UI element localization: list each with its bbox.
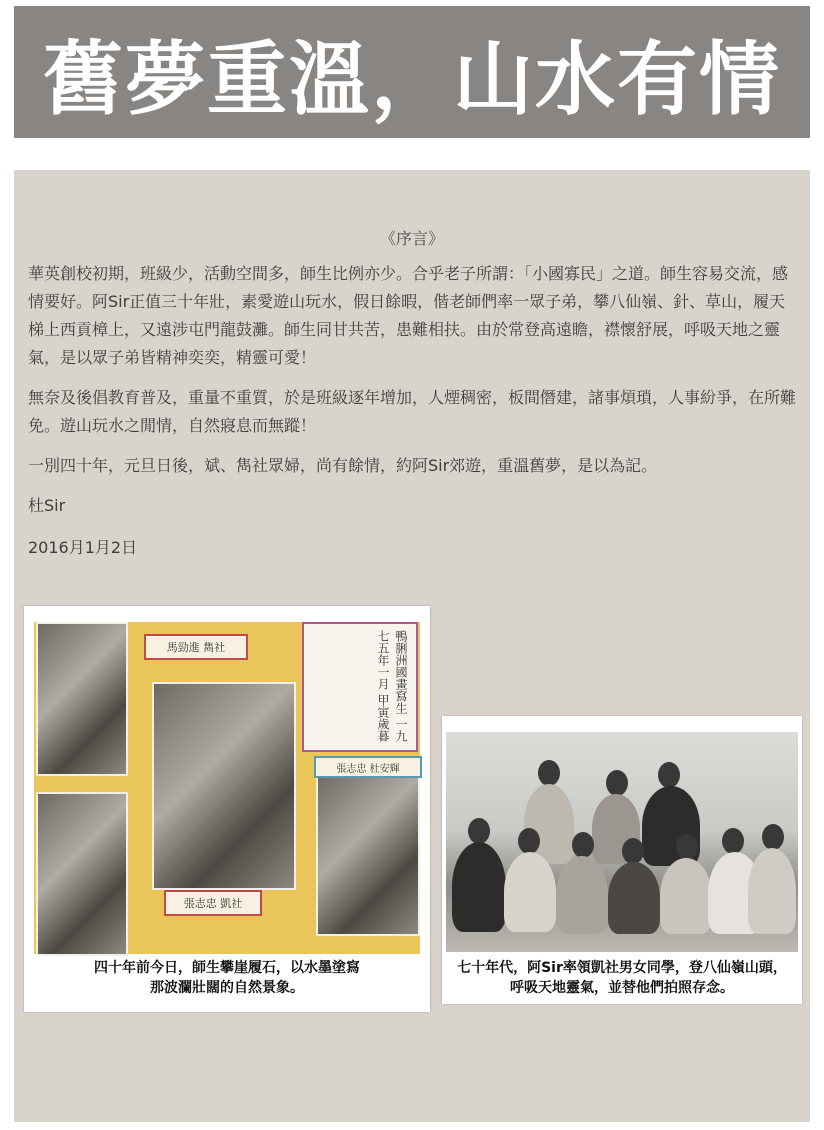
collage-photo-card	[24, 606, 430, 1012]
photo-seaside-rocks	[36, 792, 128, 956]
group-photo-card	[442, 716, 802, 1004]
signature: 杜Sir	[28, 496, 66, 515]
photo-painter-on-rocks	[36, 622, 128, 776]
person-head	[622, 838, 644, 864]
preface-paragraph: 華英創校初期，班級少，活動空間多，師生比例亦少。合乎老子所謂：「小國寡民」之道。師生容易交流，感情要好。阿Sir正值三十年壯，素愛遊山玩水，假日餘暇，偕老師們率一眾子弟，攀八仙嶺、針、草山，履天梯上西貢樟上，又遠涉屯門龍鼓灘。師生同甘共苦，患難相扶。由於常登高遠瞻，襟懷舒展，呼吸天地之靈氣，是以眾子弟皆精神奕奕，精靈可愛！	[28, 264, 789, 367]
person-head	[606, 770, 628, 796]
person-head	[468, 818, 490, 844]
person-head	[538, 760, 560, 786]
left-photo-caption	[24, 958, 430, 998]
caption-line: 七十年代，阿Sir率領凱社男女同學，登八仙嶺山頭，	[457, 960, 787, 976]
painting-collage-image	[34, 622, 420, 954]
caption-line: 那波瀾壯闊的自然景象。	[150, 980, 304, 996]
person-figure	[556, 856, 608, 934]
person-figure	[452, 842, 506, 932]
person-head	[572, 832, 594, 858]
preface-body	[28, 260, 800, 562]
person-head	[676, 834, 698, 860]
person-figure	[608, 862, 660, 934]
photo-rock-sketching	[316, 772, 420, 936]
preface-heading: 《序言》	[379, 229, 444, 248]
caption-line: 呼吸天地靈氣，並替他們拍照存念。	[510, 980, 734, 996]
right-photo-caption	[442, 958, 802, 998]
label-bottom: 張志忠 凱社	[164, 890, 262, 916]
preface-paragraph: 無奈及後倡教育普及，重量不重質，於是班級逐年增加，人煙稠密，板間僭建，諸事煩瑣，人事紛爭，在所難免。遊山玩水之閒情，自然寢息而無蹤！	[28, 388, 797, 435]
caption-line: 四十年前今日，師生攀崖履石，以水墨塗寫	[94, 960, 360, 976]
person-head	[518, 828, 540, 854]
date: 2016月1月2日	[28, 538, 138, 557]
page-title: 舊夢重溫，山水有情	[14, 6, 810, 138]
poem-card: 鴨脷洲國畫寫生 一九七五年一月 甲寅歲暮	[302, 622, 418, 752]
person-head	[658, 762, 680, 788]
content-panel	[14, 170, 810, 1122]
person-head	[762, 824, 784, 850]
person-figure	[504, 852, 556, 932]
person-figure	[748, 848, 796, 934]
label-top: 馬勁進 雋社	[144, 634, 248, 660]
label-right: 張志忠 杜安輝	[314, 756, 422, 778]
group-photo-image	[446, 732, 798, 952]
photo-cliff-climb	[152, 682, 296, 890]
person-head	[722, 828, 744, 854]
person-figure	[660, 858, 712, 934]
preface-paragraph: 一別四十年，元旦日後，斌、雋社眾婦，尚有餘情，約阿Sir郊遊，重溫舊夢，是以為記。	[28, 456, 658, 475]
